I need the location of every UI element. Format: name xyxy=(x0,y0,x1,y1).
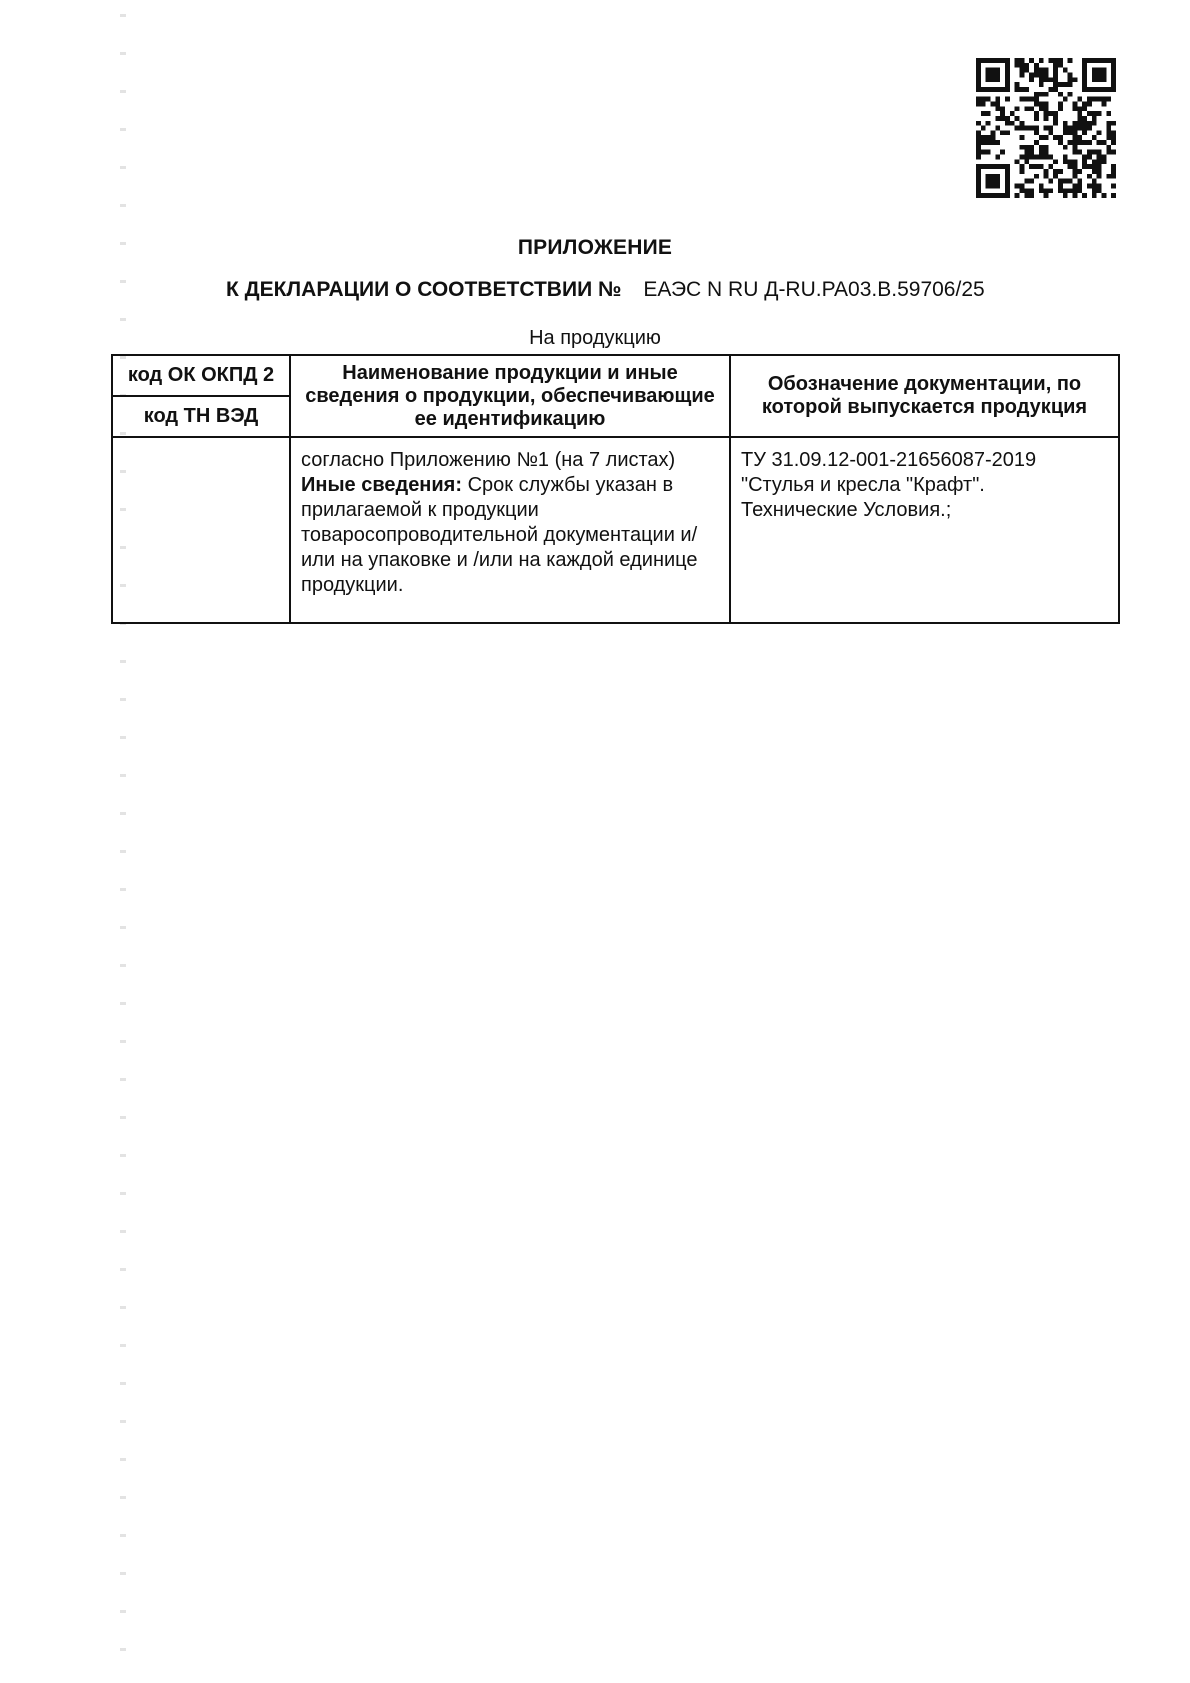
doc-line-2: "Стулья и кресла "Крафт". xyxy=(741,474,985,496)
doc-line-1: ТУ 31.09.12-001-21656087-2019 xyxy=(741,449,1037,471)
product-reference: согласно Приложению №1 (на 7 листах) xyxy=(301,449,676,471)
header-okpd: код ОК ОКПД 2 xyxy=(113,356,289,397)
declaration-label: К ДЕКЛАРАЦИИ О СООТВЕТСТВИИ № xyxy=(226,278,622,301)
product-lead-text: На продукцию xyxy=(529,327,661,349)
table-row xyxy=(112,437,1119,623)
other-info-label: Иные сведения: xyxy=(301,474,463,496)
header-doc-cell xyxy=(730,355,1119,437)
header-code-cell xyxy=(112,355,290,437)
row-code-cell xyxy=(112,437,290,623)
document-title: ПРИЛОЖЕНИЕ xyxy=(517,236,673,259)
qr-code-icon xyxy=(976,58,1116,198)
header-tnved: код ТН ВЭД xyxy=(143,405,259,427)
doc-line-3: Технические Условия.; xyxy=(741,499,952,521)
declaration-number: ЕАЭС N RU Д-RU.PA03.B.59706/25 xyxy=(643,278,985,301)
header-documentation: Обозначение документации, по которой выпускается продукция xyxy=(761,373,1088,418)
row-product-cell xyxy=(290,437,730,623)
table-header-row xyxy=(112,355,1119,437)
other-info-text: Срок службы указан в прилагаемой к продукции товаросопроводительной документации и/или на упаковке и /или на каждой единице продукции. xyxy=(301,474,698,596)
header-product-name: Наименование продукции и иные сведения о продукции, обеспечивающие ее идентификацию xyxy=(305,361,715,430)
row-doc-cell xyxy=(730,437,1119,623)
declaration-heading xyxy=(226,278,985,302)
declaration-table xyxy=(111,354,1120,624)
other-info xyxy=(301,473,719,598)
header-product-cell xyxy=(290,355,730,437)
